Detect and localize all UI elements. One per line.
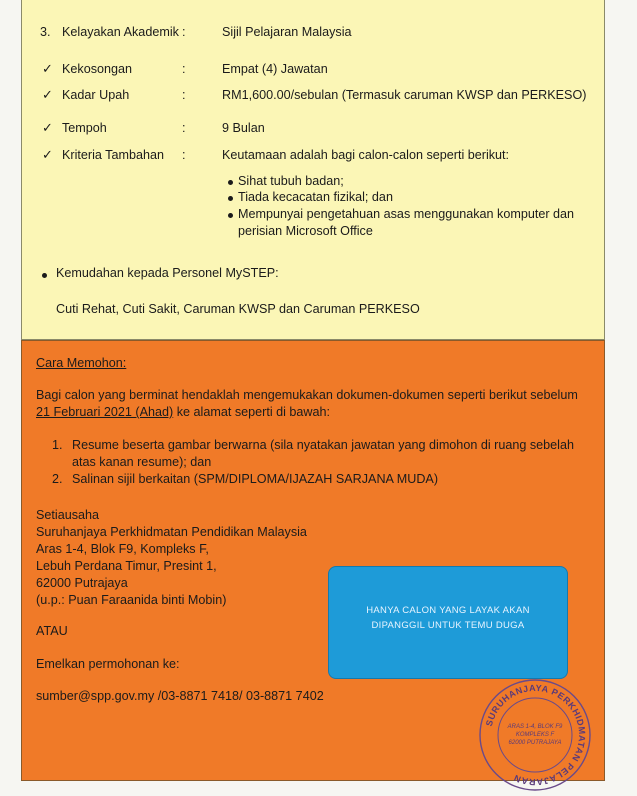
check-label: Kekosongan (62, 62, 133, 76)
stamp-ring-text: SURUHANJAYA PERKHIDMATAN PELAJARAN (483, 682, 588, 788)
check-label: Tempoh (62, 121, 107, 135)
bullet-icon (228, 213, 233, 218)
bullet-icon (228, 196, 233, 201)
academic-colon: : (182, 25, 186, 39)
academic-value: Sijil Pelajaran Malaysia (222, 25, 352, 39)
notice-line: DIPANGGIL UNTUK TEMU DUGA (371, 620, 525, 631)
check-value: RM1,600.00/sebulan (Termasuk caruman KWSP dan PERKESO) (222, 88, 587, 102)
apply-heading: Cara Memohon: (36, 356, 127, 370)
email-label: Emelkan permohonan ke: (36, 657, 180, 671)
check-icon: ✓ (42, 61, 53, 76)
check-value: Keutamaan adalah bagi calon-calon seperti berikut: (222, 148, 510, 162)
or-label: ATAU (36, 624, 68, 638)
address-line: Lebuh Perdana Timur, Presint 1, (36, 559, 217, 573)
doc-item: Resume beserta gambar berwarna (sila nyatakan jawatan yang dimohon di ruang sebelah (72, 438, 574, 452)
bullet-icon (228, 180, 233, 185)
stamp-line: ARAS 1-4, BLOK F9 (507, 724, 563, 730)
address-line: Aras 1-4, Blok F9, Kompleks F, (36, 542, 209, 556)
facilities-heading: Kemudahan kepada Personel MySTEP: (56, 266, 279, 280)
official-stamp-icon (476, 676, 594, 794)
address-line: 62000 Putrajaya (36, 576, 128, 590)
stamp-line: 62000 PUTRAJAYA (508, 740, 562, 746)
check-icon: ✓ (42, 87, 53, 102)
doc-item-continuation: atas kanan resume); dan (72, 455, 212, 469)
notice-line: HANYA CALON YANG LAYAK AKAN (366, 605, 530, 616)
facilities-text: Cuti Rehat, Cuti Sakit, Caruman KWSP dan Caruman PERKESO (56, 302, 420, 316)
check-colon: : (182, 148, 186, 162)
check-icon: ✓ (42, 120, 53, 135)
contact-info: sumber@spp.gov.my /03-8871 7418/ 03-8871 7402 (36, 689, 324, 703)
check-label: Kadar Upah (62, 88, 130, 102)
interview-notice (328, 566, 568, 679)
apply-deadline-line (36, 405, 330, 419)
academic-number: 3. (40, 25, 51, 39)
doc-item: Salinan sijil berkaitan (SPM/DIPLOMA/IJAZAH SARJANA MUDA) (72, 472, 439, 486)
address-line: (u.p.: Puan Faraanida binti Mobin) (36, 593, 227, 607)
apply-deadline: 21 Februari 2021 (Ahad) (36, 405, 174, 419)
check-value: 9 Bulan (222, 121, 265, 135)
address-line: Setiausaha (36, 508, 100, 522)
doc-number: 1. (52, 438, 63, 452)
academic-label: Kelayakan Akademik (62, 25, 179, 39)
apply-intro-tail: ke alamat seperti di bawah: (173, 405, 331, 419)
bullet-icon (42, 273, 47, 278)
criteria-item: Mempunyai pengetahuan asas menggunakan komputer dan (238, 207, 575, 221)
job-details-panel (21, 0, 605, 340)
check-icon: ✓ (42, 147, 53, 162)
check-colon: : (182, 62, 186, 76)
criteria-item-continuation: perisian Microsoft Office (238, 224, 373, 238)
stamp-line: KOMPLEKS F (515, 732, 555, 738)
check-label: Kriteria Tambahan (62, 148, 164, 162)
apply-intro: Bagi calon yang berminat hendaklah mengemukakan dokumen-dokumen seperti berikut sebelum (36, 388, 578, 402)
criteria-item: Tiada kecacatan fizikal; dan (238, 190, 393, 204)
doc-number: 2. (52, 472, 63, 486)
check-value: Empat (4) Jawatan (222, 62, 328, 76)
check-colon: : (182, 121, 186, 135)
check-colon: : (182, 88, 186, 102)
address-line: Suruhanjaya Perkhidmatan Pendidikan Malaysia (36, 525, 307, 539)
criteria-item: Sihat tubuh badan; (238, 174, 344, 188)
